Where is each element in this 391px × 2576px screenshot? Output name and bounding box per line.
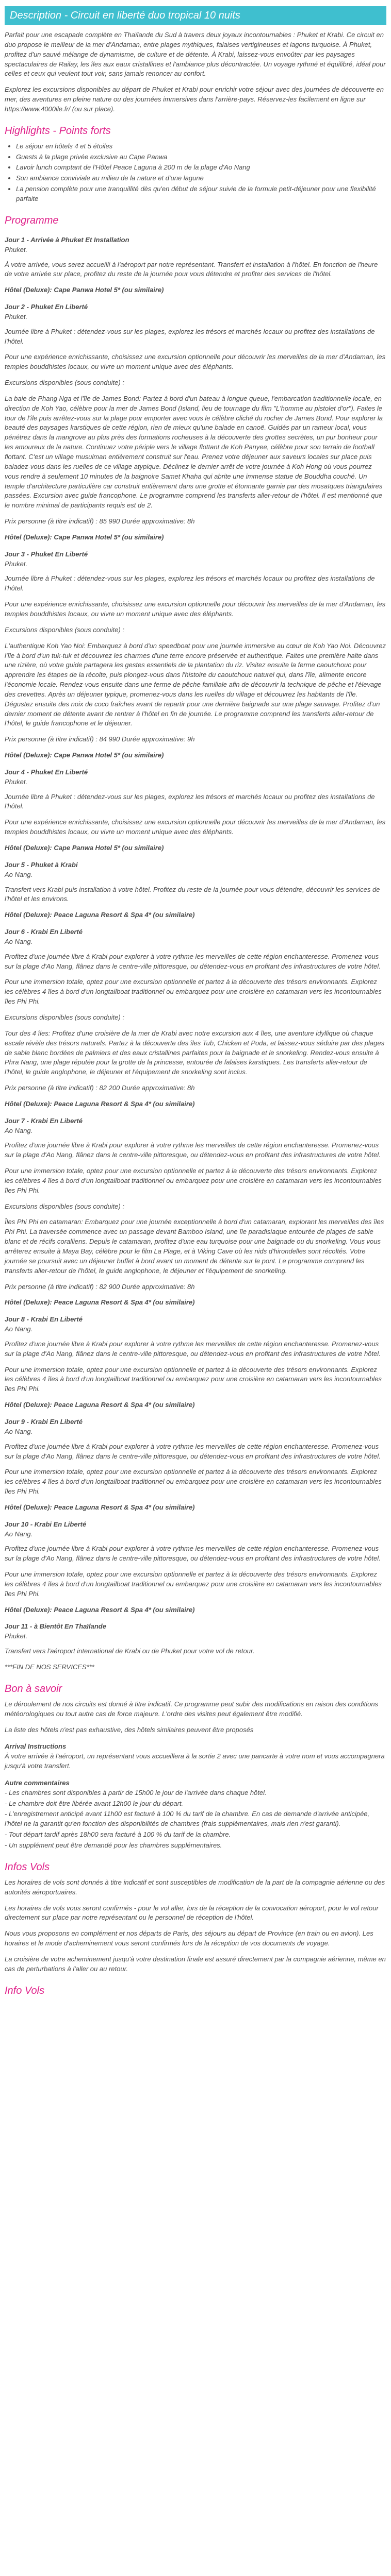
day-paragraph: Profitez d'une journée libre à Krabi pour explorer à votre rythme les merveilles de cette région enchanteresse. Promenez-vous sur la plage d'Ao Nang, flânez dans le centre-ville pittoresque, ou détendez-vous en profitant des infrastructures de votre hôtel. <box>5 952 381 970</box>
highlight-item: • Le séjour en hôtels 4 et 5 étoiles <box>16 142 386 151</box>
bon-a-savoir-paragraph: La liste des hôtels n'est pas exhaustive, des hôtels similaires peuvent être proposés <box>5 1725 254 1734</box>
day-paragraph: Excursions disponibles (sous conduite) : <box>5 1013 124 1021</box>
day-paragraph: Pour une immersion totale, optez pour une excursion optionnelle et partez à la découverte des trésors environnants. Explorez les célèbres 4 îles à bord d'un longtailboat traditionnel ou embarquez pour une croisière en catamaran vers les incontournables îles Phi Phi. <box>5 1570 382 1598</box>
day-title: Jour 2 - Phuket En Liberté <box>5 303 88 311</box>
day-paragraph: Prix personne (à titre indicatif) : 84 990 Durée approximative: 9h <box>5 735 195 743</box>
day-place: Phuket. <box>5 312 28 320</box>
day-paragraph: Pour une immersion totale, optez pour une excursion optionnelle et partez à la découverte des trésors environnants. Explorez les célèbres 4 îles à bord d'un longtailboat traditionnel ou embarquez pour une croisière en catamaran vers les incontournables îles Phi Phi. <box>5 1468 382 1496</box>
day-hotel: Hôtel (Deluxe): Cape Panwa Hotel 5* (ou similaire) <box>5 751 164 759</box>
day-paragraph: Pour une expérience enrichissante, choisissez une excursion optionnelle pour découvrir les merveilles de la mer d'Andaman, les temples bouddhistes locaux, ou vivre un moment unique avec des éléphants. <box>5 818 386 836</box>
day-paragraph: Pour une immersion totale, optez pour une excursion optionnelle et partez à la découverte des trésors environnants. Explorez les célèbres 4 îles à bord d'un longtailboat traditionnel ou embarquez pour une croisière en catamaran vers les incontournables îles Phi Phi. <box>5 1365 382 1393</box>
highlights-title: Highlights - Points forts <box>5 125 111 137</box>
programme-days <box>5 235 386 1672</box>
day-paragraph: ***FIN DE NOS SERVICES*** <box>5 1663 94 1671</box>
day-title: Jour 1 - Arrivée à Phuket Et Installation <box>5 235 129 244</box>
day-place: Phuket. <box>5 777 28 786</box>
day-place: Ao Nang. <box>5 870 33 878</box>
other-item: - Le chambre doit être libérée avant 12h00 le jour du départ. <box>5 1799 184 1807</box>
day-title: Jour 7 - Krabi En Liberté <box>5 1116 83 1125</box>
infos-vols-paragraph: La croisière de votre acheminement jusqu'à votre destination finale est assuré directement par la compagnie aérienne, même en cas de perturbations à l'aller ou au retour. <box>5 1955 386 1973</box>
day-paragraph: Pour une expérience enrichissante, choisissez une excursion optionnelle pour découvrir les merveilles de la mer d'Andaman, les temples bouddhistes locaux, ou vivre un moment unique avec des éléphants. <box>5 353 386 371</box>
day-title: Jour 9 - Krabi En Liberté <box>5 1417 83 1426</box>
infos-vols-paragraph: Nous vous proposons en complément et nos départs de Paris, des séjours au départ de Province (en train ou en avion). Les horaires et le mode d'acheminement vous seront confirmés lors de la réception de vos documents de voyage. <box>5 1929 373 1947</box>
day-paragraph: Journée libre à Phuket : détendez-vous sur les plages, explorez les trésors et marchés locaux ou profitez des installations de l'hôtel. <box>5 574 375 592</box>
intro-paragraph: Explorez les excursions disponibles au départ de Phuket et Krabi pour enrichir votre séjour avec des journées de découverte en mer, des aventures en pleine nature ou des journées immersives dans l'arrière-pays. Réservez-les facilement en ligne sur https://www.4000ile.fr/ (ou sur place). <box>5 86 384 113</box>
programme-title: Programme <box>5 214 59 226</box>
day-paragraph: Transfert vers Krabi puis installation à votre hôtel. Profitez du reste de la journée pour vous détendre, découvrir les services de l'hôtel et les environs. <box>5 885 380 903</box>
day-place: Ao Nang. <box>5 1325 33 1333</box>
day-paragraph: Excursions disponibles (sous conduite) : <box>5 1202 124 1210</box>
day-paragraph: Excursions disponibles (sous conduite) : <box>5 625 124 634</box>
infos-vols-paragraph: Les horaires de vols vous seront confirmés - pour le vol aller, lors de la réception de la convocation aéroport, pour le vol retour directement sur place par notre représentant ou le personnel de réception de l'hôtel. <box>5 1904 379 1922</box>
day-hotel: Hôtel (Deluxe): Peace Laguna Resort & Spa 4* (ou similaire) <box>5 911 195 919</box>
day-paragraph: Profitez d'une journée libre à Krabi pour explorer à votre rythme les merveilles de cette région enchanteresse. Promenez-vous sur la plage d'Ao Nang, flânez dans le centre-ville pittoresque, ou détendez-vous en profitant des infrastructures de votre hôtel. <box>5 1442 381 1460</box>
day-paragraph: Pour une expérience enrichissante, choisissez une excursion optionnelle pour découvrir les merveilles de la mer d'Andaman, les temples bouddhistes locaux, ou vivre un moment unique avec des éléphants. <box>5 600 386 618</box>
day-paragraph: À votre arrivée, vous serez accueilli à l'aéroport par notre représentant. Transfert et installation à l'hôtel. En fonction de l'heure de votre arrivée sur place, profitez du reste de la journée pour vous détendre et profiter des services de l'hôtel. <box>5 260 378 278</box>
infos-vols-paragraph: Les horaires de vols sont donnés à titre indicatif et sont susceptibles de modification de la part de la compagnie aérienne ou des autorités aéroportuaires. <box>5 1878 385 1896</box>
day-paragraph: L'authentique Koh Yao Noi: Embarquez à bord d'un speedboat pour une journée immersive au cœur de Koh Yao Noi. Découvrez l'île à bord d'un tuk-tuk et découvrez les charmes d'une terre encore préservée et authentique. Faites une première halte dans une rizière, où votre guide partagera les gestes essentiels de la plantation du riz. Visitez ensuite la ferme caoutchouc pour apprendre les étapes de la récolte, puis plongez-vous dans l'histoire du caoutchouc naturel qui, dans l'île, alimente encore l'économie locale. Rendez-vous ensuite dans une ferme de pêche familiale afin de découvrir la technique de pêche et l'élevage des crevettes. Après un déjeuner typique, promenez-vous dans les ruelles du village et découvrez les habitants de l'île. Dégustez ensuite des noix de coco fraîches avant de repartir pour une dernière baignade sur une plage sauvage. Profitez d'un dernier moment de détente avant de rentrer à l'hôtel en fin de journée. Le programme comprend les transferts aller-retour de l'hôtel, le guide francophone et le déjeuner. <box>5 641 386 727</box>
day-hotel: Hôtel (Deluxe): Cape Panwa Hotel 5* (ou similaire) <box>5 286 164 294</box>
day-hotel: Hôtel (Deluxe): Peace Laguna Resort & Spa 4* (ou similaire) <box>5 1099 195 1108</box>
bon-a-savoir-title: Bon à savoir <box>5 1683 62 1694</box>
day-title: Jour 3 - Phuket En Liberté <box>5 550 88 558</box>
day-paragraph: Excursions disponibles (sous conduite) : <box>5 379 124 387</box>
other-title: Autre commentaires <box>5 1778 70 1787</box>
day-place: Phuket. <box>5 245 28 253</box>
day-place: Ao Nang. <box>5 937 33 945</box>
infos-vols-title: Infos Vols <box>5 1861 50 1873</box>
day-place: Ao Nang. <box>5 1126 33 1134</box>
day-title: Jour 5 - Phuket à Krabi <box>5 860 78 869</box>
other-item: - Tout départ tardif après 18h00 sera facturé à 100 % du tarif de la chambre. <box>5 1831 231 1839</box>
day-paragraph: Journée libre à Phuket : détendez-vous sur les plages, explorez les trésors et marchés locaux ou profitez des installations de l'hôtel. <box>5 327 375 345</box>
day-paragraph: Profitez d'une journée libre à Krabi pour explorer à votre rythme les merveilles de cette région enchanteresse. Promenez-vous sur la plage d'Ao Nang, flânez dans le centre-ville pittoresque, ou détendez-vous en profitant des infrastructures de votre hôtel. <box>5 1141 381 1159</box>
day-paragraph: Transfert vers l'aéroport international de Krabi ou de Phuket pour votre vol de retour. <box>5 1647 255 1655</box>
day-place: Phuket. <box>5 1632 28 1640</box>
day-hotel: Hôtel (Deluxe): Peace Laguna Resort & Spa 4* (ou similaire) <box>5 1503 195 1511</box>
intro-paragraph: Parfait pour une escapade complète en Thaïlande du Sud à travers deux joyaux incontournables : Phuket et Krabi. Ce circuit en duo propose le meilleur de la mer d'Andaman, entre plages mythiques, falaises vertigineuses et lagons turquoise. À Phuket, profitez d'un sauvé mélange de dynamisme, de culture et de détente. À Krabi, laissez-vous envoûter par les paysages spectaculaires de Railay, les îles aux eaux cristallines et l'ambiance plus décontractée. Un voyage rythmé et équilibré, idéal pour celles et ceux qui veulent tout voir, sans jamais renoncer au confort. <box>5 31 386 78</box>
highlight-item: • Son ambiance conviviale au milieu de la nature et d'une lagune <box>16 174 386 183</box>
day-paragraph: Tour des 4 îles: Profitez d'une croisière de la mer de Krabi avec notre excursion aux 4 îles, une aventure idyllique où chaque escale révèle des trésors naturels. Partez à la découverte des îles Tub, Chicken et Poda, et laissez-vous séduire par des plages de sable blanc bordées de palmiers et des eaux cristallines parfaites pour la baignade et le snorkeling. Rendez-vous ensuite à Phra Nang, une plage réputée pour la grotte de la princesse, entourée de falaises karstiques. Les transferts aller-retour de l'hôtel, le guide anglophone, le déjeuner et l'équipement de snorkeling sont inclus. <box>5 1029 385 1076</box>
day-place: Ao Nang. <box>5 1427 33 1435</box>
description-title-bar <box>5 6 386 25</box>
day-paragraph: La baie de Phang Nga et l'île de James Bond: Partez à bord d'un bateau à longue queue, l'embarcation traditionnelle locale, en direction de Koh Yao, célèbre pour la mer de James Bond (Island, lieu de tournage du film "L'homme au pistolet d'or"). Faites le tour de l'île puis arrêtez-vous sur la plage pour emporter avec vous le célèbre cliché du rocher de James Bond. Pour explorer la beauté des paysages karstiques de cette région, rien de mieux qu'une balade en canoë. Guidés par un rameur local, vous pénétrez dans la mangrove au plus près des formations rocheuses à la découverte des grottes secrètes, un pur bonheur pour les amoureux de la nature. Continuez votre périple vers le village flottant de Koh Panyee, célèbre pour son terrain de football flottant. C'est un village musulman entièrement construit sur l'eau. Prenez votre déjeuner aux saveurs locales sur place puis baladez-vous dans les ruelles de ce village atypique. Déclinez le dernier arrêt de votre journée à Koh Hong où vous pourrez vous rendre à seulement 10 minutes de la baignoire Samet Khaha qui abrite une immense statue de Bouddha couché. Un temple d'architecture particulière car construit entièrement dans une grotte et étonnante garnie par des mosaïques triangulaires passées. Excursion avec guide francophone. Le programme comprend les transferts aller-retour de l'hôtel. Il est mentionné que le nombre minimal de participants requis est de 2. <box>5 394 383 510</box>
other-list <box>5 1788 386 1851</box>
highlight-item: • Guests à la plage privée exclusive au Cape Panwa <box>16 152 386 162</box>
highlight-item: • La pension complète pour une tranquillité dès qu'en début de séjour suivie de la formule petit-déjeuner pour une flexibilité parfaite <box>16 184 386 204</box>
day-title: Jour 11 - à Bientôt En Thaïlande <box>5 1622 106 1631</box>
other-item: - Un supplément peut être demandé pour les chambres supplémentaires. <box>5 1841 222 1849</box>
highlights-list <box>16 142 386 204</box>
day-paragraph: Îles Phi Phi en catamaran: Embarquez pour une journée exceptionnelle à bord d'un catamaran, explorant les merveilles des îles Phi Phi. La traversée commence avec un passage devant Bamboo Island, une île paradisiaque entourée de plages de sable blanc et de récifs coralliens. Depuis le catamaran, profitez d'une eau turquoise pour une baignade ou du snorkeling. Vous vous arrêterez ensuite à Maya Bay, célèbre pour le film La Plage, et à Viking Cave où les nids d'hirondelles sont récoltés. Votre journée se poursuit avec un déjeuner buffet à bord avant un moment de détente sur le pont. Le programme comprend les transferts aller-retour de l'hôtel, le guide anglophone, le déjeuner et l'équipement de snorkeling. <box>5 1218 384 1275</box>
bon-a-savoir-paragraph: Le déroulement de nos circuits est donné à titre indicatif. Ce programme peut subir des modifications en raison des conditions météorologiques ou tout autre cas de force majeure. L'ordre des visites peut également être modifié. <box>5 1700 379 1718</box>
other-item: - L'enregistrement anticipé avant 11h00 est facturé à 100 % du tarif de la chambre. En cas de demande d'arrivée anticipée, l'hôtel ne la garantit qu'en fonction des disponibilités de chambres (frais supplémentaires, mais rien n'est garanti). <box>5 1810 370 1828</box>
footer-heading: Info Vols <box>5 1985 45 1996</box>
day-title: Jour 4 - Phuket En Liberté <box>5 768 88 776</box>
day-place: Ao Nang. <box>5 1530 33 1538</box>
page <box>5 6 386 2012</box>
other-item: - Les chambres sont disponibles à partir de 15h00 le jour de l'arrivée dans chaque hôtel. <box>5 1788 267 1797</box>
day-paragraph: Profitez d'une journée libre à Krabi pour explorer à votre rythme les merveilles de cette région enchanteresse. Promenez-vous sur la plage d'Ao Nang, flânez dans le centre-ville pittoresque, ou détendez-vous en profitant des infrastructures de votre hôtel. <box>5 1340 381 1358</box>
day-paragraph: Prix personne (à titre indicatif) : 82 200 Durée approximative: 8h <box>5 1084 195 1092</box>
day-hotel: Hôtel (Deluxe): Peace Laguna Resort & Spa 4* (ou similaire) <box>5 1605 195 1614</box>
day-paragraph: Profitez d'une journée libre à Krabi pour explorer à votre rythme les merveilles de cette région enchanteresse. Promenez-vous sur la plage d'Ao Nang, flânez dans le centre-ville pittoresque, ou détendez-vous en profitant des infrastructures de votre hôtel. <box>5 1545 381 1563</box>
day-title: Jour 8 - Krabi En Liberté <box>5 1315 83 1324</box>
day-paragraph: Prix personne (à titre indicatif) : 82 900 Durée approximative: 8h <box>5 1282 195 1291</box>
day-title: Jour 10 - Krabi En Liberté <box>5 1520 87 1528</box>
day-hotel: Hôtel (Deluxe): Peace Laguna Resort & Spa 4* (ou similaire) <box>5 1298 195 1307</box>
highlight-item: • Lavoir lunch comptant de l'Hôtel Peace Laguna à 200 m de la plage d'Ao Nang <box>16 163 386 173</box>
day-hotel: Hôtel (Deluxe): Peace Laguna Resort & Spa 4* (ou similaire) <box>5 1401 195 1409</box>
day-hotel: Hôtel (Deluxe): Cape Panwa Hotel 5* (ou similaire) <box>5 844 164 852</box>
day-paragraph: Journée libre à Phuket : détendez-vous sur les plages, explorez les trésors et marchés locaux ou profitez des installations de l'hôtel. <box>5 792 375 810</box>
day-paragraph: Pour une immersion totale, optez pour une excursion optionnelle et partez à la découverte des trésors environnants. Explorez les célèbres 4 îles à bord d'un longtailboat traditionnel ou embarquez pour une croisière en catamaran vers les incontournables îles Phi Phi. <box>5 978 382 1006</box>
day-title: Jour 6 - Krabi En Liberté <box>5 928 83 936</box>
arrival-title: Arrival Instructions <box>5 1742 67 1751</box>
arrival-text: À votre arrivée à l'aéroport, un représentant vous accueillera à la sortie 2 avec une pancarte à votre nom et vous accompagnera jusqu'à votre transfert. <box>5 1752 385 1770</box>
intro <box>5 30 386 114</box>
description-title: Description - Circuit en liberté duo tropical 10 nuits <box>10 10 240 21</box>
day-hotel: Hôtel (Deluxe): Cape Panwa Hotel 5* (ou similaire) <box>5 533 164 541</box>
day-place: Phuket. <box>5 560 28 568</box>
day-paragraph: Prix personne (à titre indicatif) : 85 990 Durée approximative: 8h <box>5 517 195 526</box>
day-paragraph: Pour une immersion totale, optez pour une excursion optionnelle et partez à la découverte des trésors environnants. Explorez les célèbres 4 îles à bord d'un longtailboat traditionnel ou embarquez pour une croisière en catamaran vers les incontournables îles Phi Phi. <box>5 1167 382 1194</box>
